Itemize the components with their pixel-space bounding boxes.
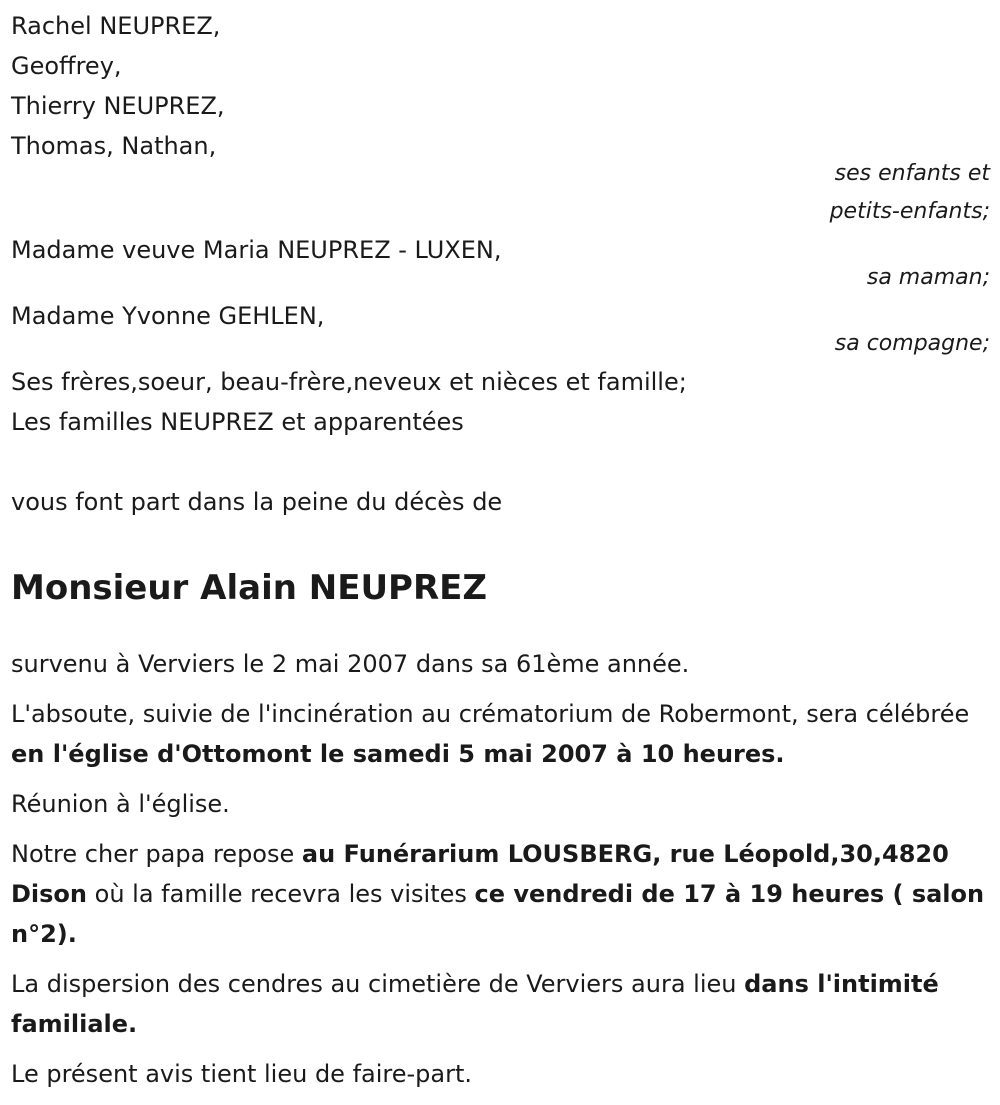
paragraph-notice: Le présent avis tient lieu de faire-part. <box>11 1060 473 1088</box>
obituary-notice <box>11 6 990 1094</box>
paragraph-reunion: Réunion à l'église. <box>11 790 230 818</box>
ceremony-text: L'absoute, suivie de l'incinération au crématorium de Robermont, sera célébrée <box>11 700 970 728</box>
child-name-3: Thierry NEUPREZ, <box>11 92 225 120</box>
funeral-home-address: au Funérarium LOUSBERG, rue Léopold,30,4820 Dison <box>11 840 949 908</box>
ashes-text: La dispersion des cendres au cimetière de Verviers aura lieu <box>11 970 745 998</box>
partner-role: sa compagne; <box>834 331 990 356</box>
mother-role: sa maman; <box>866 265 990 290</box>
paragraph-ashes <box>11 964 990 1044</box>
announcement: vous font part dans la peine du décès de <box>11 488 503 516</box>
rest-text: Notre cher papa repose <box>11 840 302 868</box>
deceased-name: Monsieur Alain NEUPREZ <box>11 568 488 608</box>
ceremony-location: en l'église d'Ottomont le samedi 5 mai 2007 à 10 heures. <box>11 740 785 768</box>
child-name-1: Rachel NEUPREZ, <box>11 12 221 40</box>
paragraph-funeral-home <box>11 834 990 954</box>
child-name-2: Geoffrey, <box>11 52 122 80</box>
siblings-line: Ses frères,soeur, beau-frère,neveux et nièces et famille; <box>11 368 687 396</box>
children-role-1: ses enfants et <box>834 161 990 186</box>
mother-name: Madame veuve Maria NEUPREZ - LUXEN, <box>11 236 502 264</box>
paragraph-ceremony <box>11 694 990 774</box>
partner-name: Madame Yvonne GEHLEN, <box>11 302 325 330</box>
visits-text: où la famille recevra les visites <box>87 880 475 908</box>
child-name-4: Thomas, Nathan, <box>11 132 217 160</box>
paragraph-death: survenu à Verviers le 2 mai 2007 dans sa 61ème année. <box>11 650 690 678</box>
children-role-2: petits-enfants; <box>829 199 990 224</box>
families-line: Les familles NEUPREZ et apparentées <box>11 408 464 436</box>
ashes-privacy: dans l'intimité familiale. <box>11 970 939 1038</box>
visits-time: ce vendredi de 17 à 19 heures ( salon n°2). <box>11 880 985 948</box>
